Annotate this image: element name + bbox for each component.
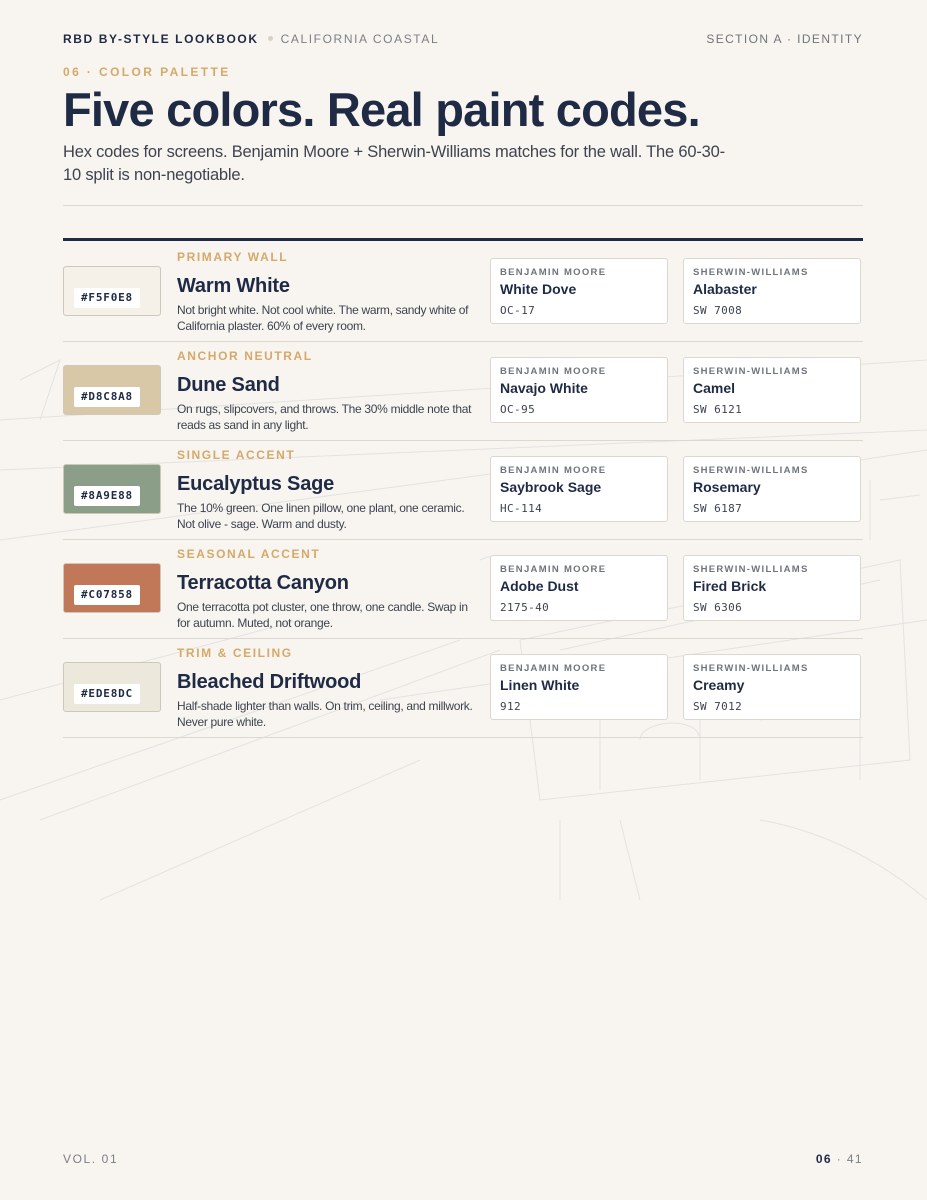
sherwin-williams-card: [683, 456, 861, 522]
palette-table: [63, 243, 863, 738]
table-top-rule: [63, 238, 863, 241]
paint-name: Navajo White: [500, 380, 588, 396]
paint-code: 912: [500, 700, 522, 713]
footer-separator: ·: [836, 1152, 843, 1166]
color-swatch: [63, 464, 161, 514]
benjamin-moore-card: [490, 258, 668, 324]
volume-label: VOL. 01: [63, 1152, 119, 1166]
palette-row: [63, 441, 863, 540]
paint-brand-label: BENJAMIN MOORE: [500, 366, 607, 377]
paint-brand-label: SHERWIN-WILLIAMS: [693, 564, 809, 575]
color-name: Terracotta Canyon: [177, 572, 349, 594]
page-number-value: 41: [846, 1152, 863, 1166]
intro-paragraph: Hex codes for screens. Benjamin Moore + Sherwin-Williams matches for the wall. The 60-30-10 split is non-negotiable.: [63, 143, 725, 184]
paint-name: Adobe Dust: [500, 578, 579, 594]
paint-name: Linen White: [500, 677, 580, 693]
benjamin-moore-card: [490, 654, 668, 720]
paint-brand-label: BENJAMIN MOORE: [500, 564, 607, 575]
color-description: On rugs, slipcovers, and throws. The 30% middle note that reads as sand in any light.: [177, 402, 472, 432]
paint-name: Rosemary: [693, 479, 761, 495]
paint-code: HC-114: [500, 502, 543, 515]
hex-code: #8A9E88: [74, 486, 140, 506]
color-swatch: [63, 266, 161, 316]
page-number: [816, 1152, 863, 1166]
color-description: The 10% green. One linen pillow, one plant, one ceramic. Not olive - sage. Warm and dusty.: [177, 501, 465, 531]
separator-dot-icon: [268, 36, 273, 41]
chapter-number: 06: [815, 1152, 832, 1166]
paint-brand-label: SHERWIN-WILLIAMS: [693, 663, 809, 674]
color-role: SEASONAL ACCENT: [177, 547, 321, 561]
color-role: TRIM & CEILING: [177, 646, 293, 660]
hex-code: #F5F0E8: [74, 288, 140, 308]
paint-brand-label: BENJAMIN MOORE: [500, 465, 607, 476]
style-name: CALIFORNIA COASTAL: [280, 32, 440, 46]
hex-code: #C07858: [74, 585, 140, 605]
benjamin-moore-card: [490, 357, 668, 423]
color-name: Eucalyptus Sage: [177, 473, 335, 495]
palette-row: [63, 342, 863, 441]
color-swatch: [63, 662, 161, 712]
paint-brand-label: SHERWIN-WILLIAMS: [693, 366, 809, 377]
paint-name: Camel: [693, 380, 736, 396]
palette-row: [63, 540, 863, 639]
paint-code: OC-95: [500, 403, 536, 416]
color-description: Not bright white. Not cool white. The warm, sandy white of California plaster. 60% of every room.: [177, 303, 469, 333]
paint-name: White Dove: [500, 281, 577, 297]
paint-name: Creamy: [693, 677, 745, 693]
palette-row: [63, 639, 863, 738]
paint-code: SW 6187: [693, 502, 743, 515]
paint-code: SW 7012: [693, 700, 743, 713]
paint-name: Alabaster: [693, 281, 757, 297]
paint-code: SW 7008: [693, 304, 743, 317]
paint-brand-label: BENJAMIN MOORE: [500, 663, 607, 674]
color-swatch: [63, 563, 161, 613]
sherwin-williams-card: [683, 654, 861, 720]
hex-code: #D8C8A8: [74, 387, 140, 407]
page-title: Five colors. Real paint codes.: [63, 83, 700, 136]
page-header: [63, 32, 863, 48]
color-name: Dune Sand: [177, 374, 280, 396]
color-role: SINGLE ACCENT: [177, 448, 296, 462]
paint-name: Fired Brick: [693, 578, 767, 594]
paint-name: Saybrook Sage: [500, 479, 602, 495]
benjamin-moore-card: [490, 456, 668, 522]
lookbook-title: RBD BY-STYLE LOOKBOOK: [63, 32, 259, 46]
lookbook-page: [63, 0, 863, 1200]
section-label: SECTION A · IDENTITY: [706, 32, 863, 46]
color-description: Half-shade lighter than walls. On trim, ceiling, and millwork. Never pure white.: [177, 699, 473, 729]
divider: [63, 205, 863, 206]
paint-brand-label: SHERWIN-WILLIAMS: [693, 465, 809, 476]
chapter-kicker: 06 · COLOR PALETTE: [63, 65, 231, 79]
paint-code: OC-17: [500, 304, 536, 317]
color-description: One terracotta pot cluster, one throw, one candle. Swap in for autumn. Muted, not orange.: [177, 600, 468, 630]
color-role: PRIMARY WALL: [177, 250, 289, 264]
color-role: ANCHOR NEUTRAL: [177, 349, 313, 363]
sherwin-williams-card: [683, 258, 861, 324]
sherwin-williams-card: [683, 555, 861, 621]
hex-code: #EDE8DC: [74, 684, 140, 704]
sherwin-williams-card: [683, 357, 861, 423]
benjamin-moore-card: [490, 555, 668, 621]
paint-code: SW 6121: [693, 403, 743, 416]
color-name: Warm White: [177, 275, 290, 297]
color-name: Bleached Driftwood: [177, 671, 362, 693]
paint-brand-label: BENJAMIN MOORE: [500, 267, 607, 278]
paint-code: SW 6306: [693, 601, 743, 614]
color-swatch: [63, 365, 161, 415]
paint-code: 2175-40: [500, 601, 550, 614]
palette-row: [63, 243, 863, 342]
paint-brand-label: SHERWIN-WILLIAMS: [693, 267, 809, 278]
